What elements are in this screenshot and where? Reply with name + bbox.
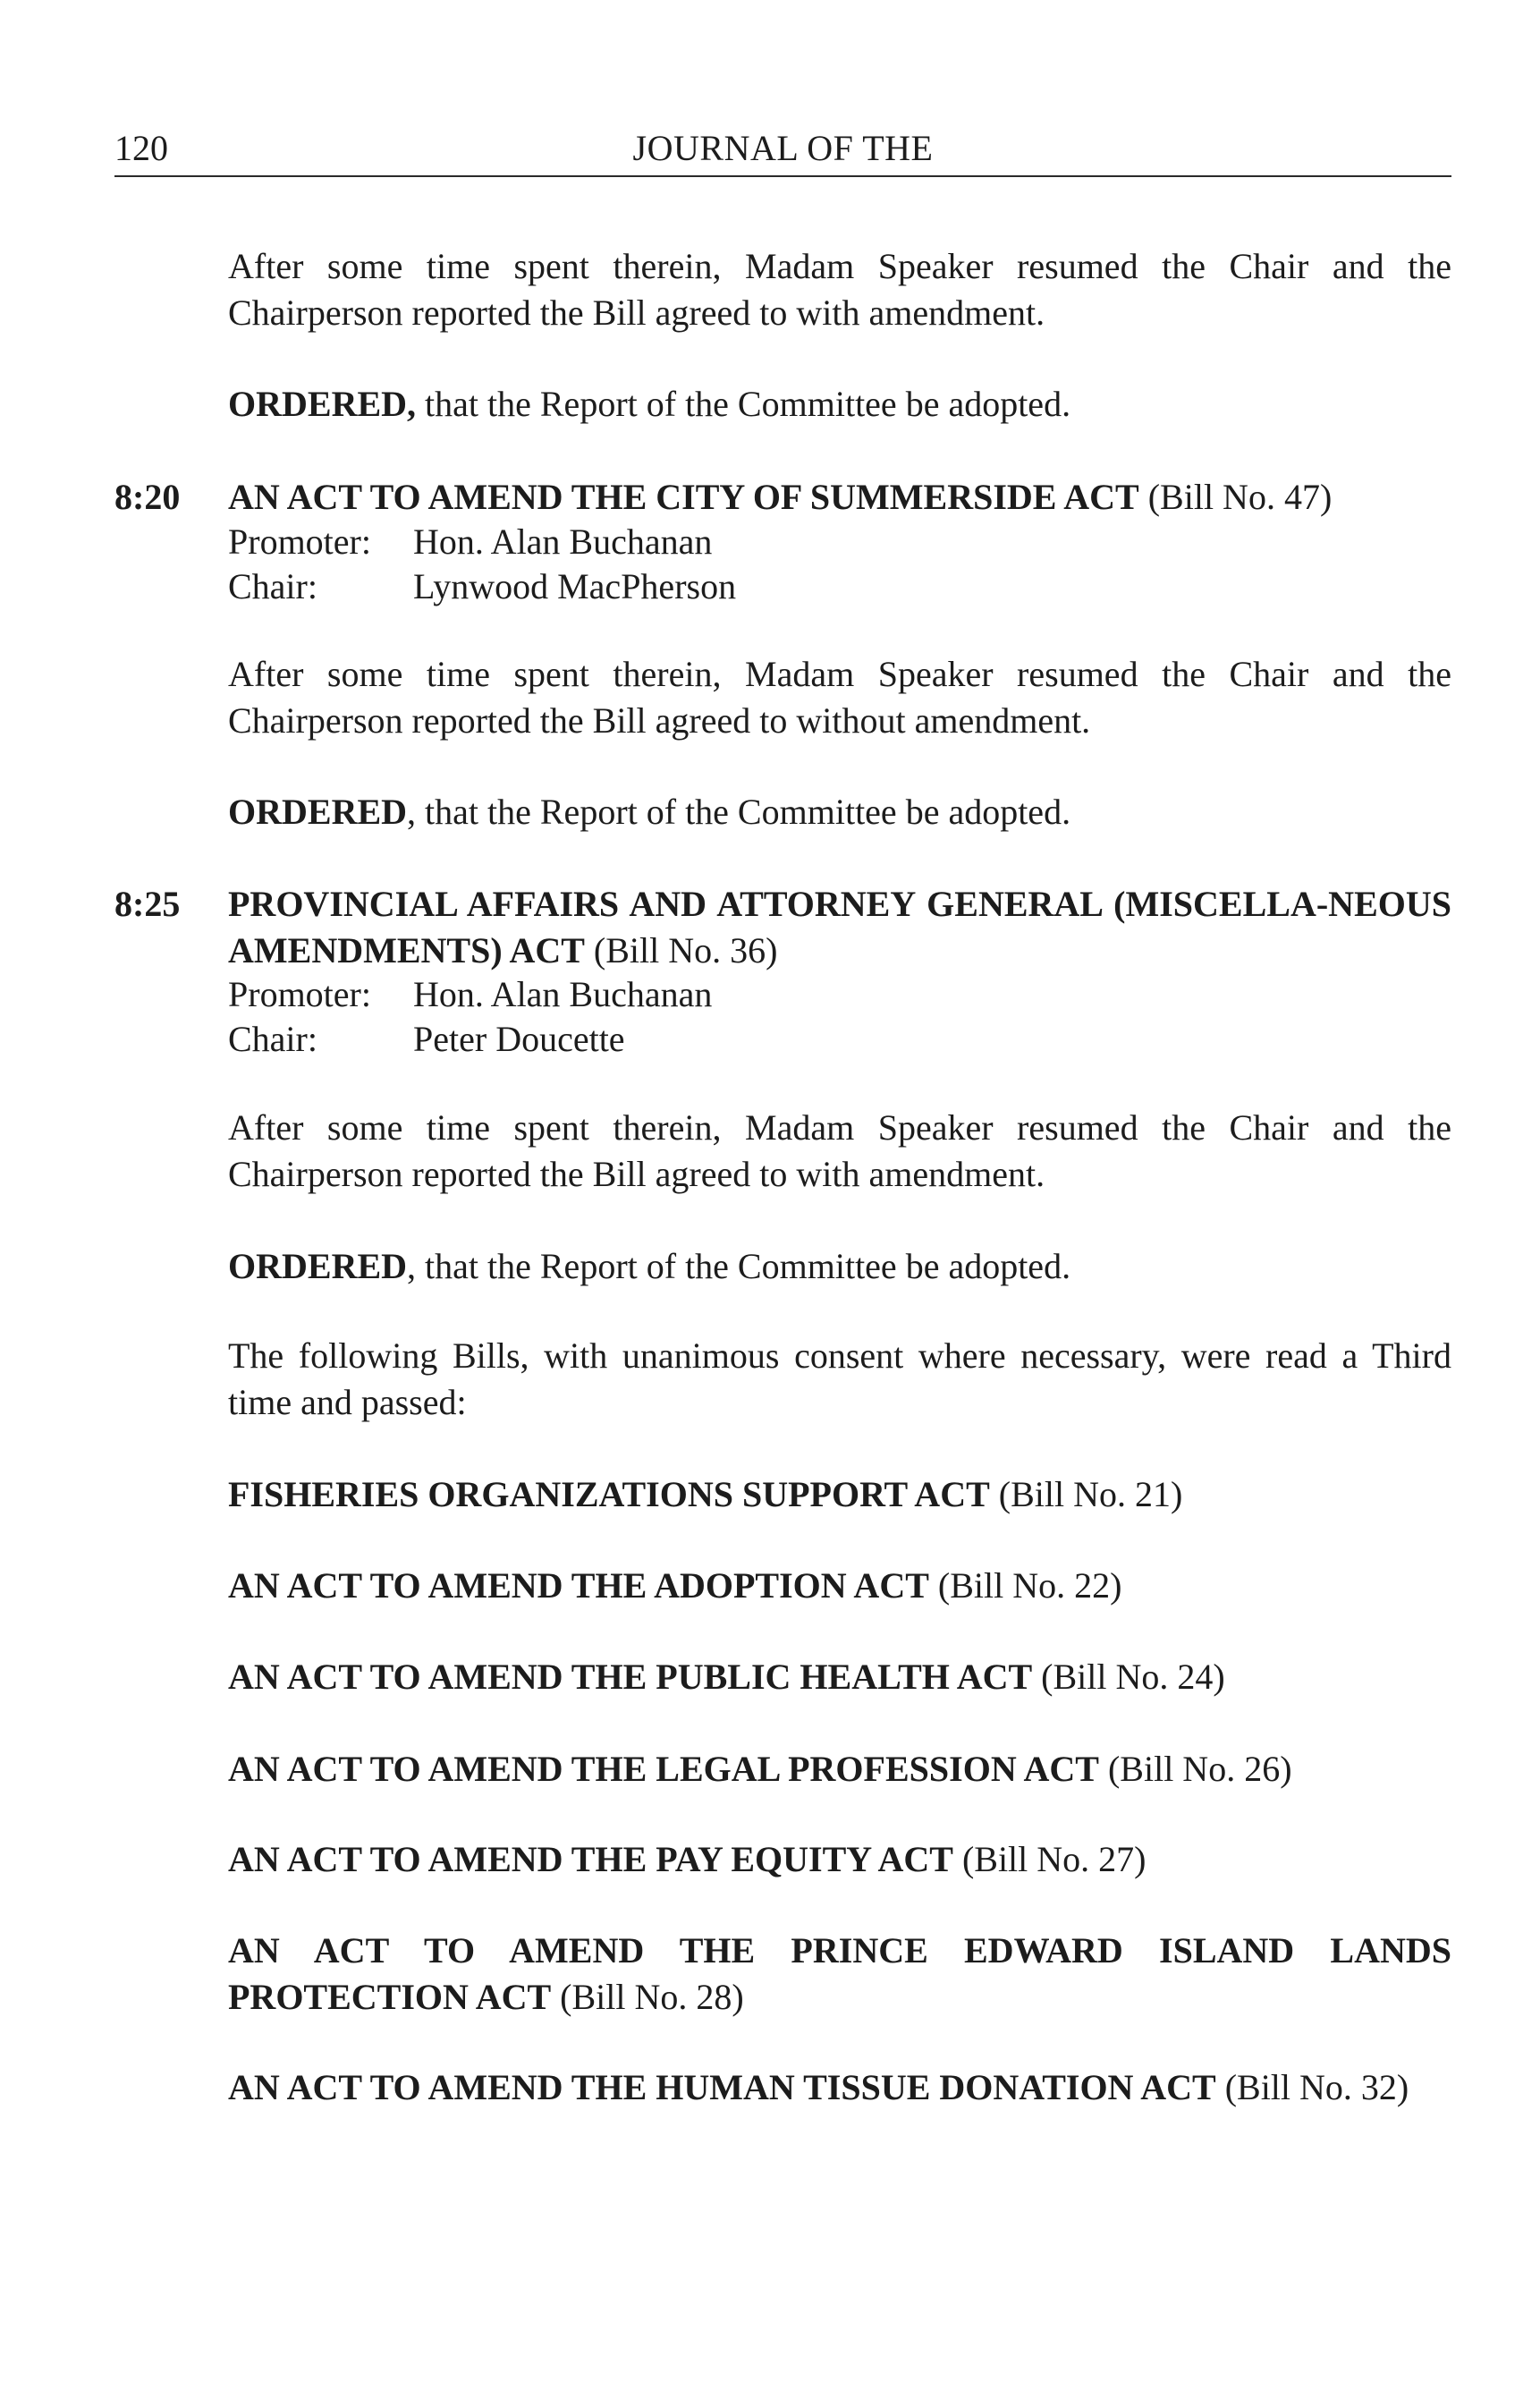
promoter-name: Hon. Alan Buchanan — [413, 521, 713, 562]
bill-title: AN ACT TO AMEND THE PUBLIC HEALTH ACT — [228, 1657, 1033, 1697]
bill-heading-47 — [228, 474, 1451, 521]
promoter-name: Hon. Alan Buchanan — [413, 974, 713, 1014]
bill-number: (Bill No. 47) — [1138, 477, 1333, 517]
page-number: 120 — [114, 128, 168, 168]
bill-number: (Bill No. 27) — [952, 1839, 1147, 1879]
bill-number: (Bill No. 36) — [584, 930, 778, 970]
ordered-3 — [228, 1243, 1451, 1290]
chair-label: Chair: — [228, 1019, 317, 1059]
promoter-row — [228, 971, 712, 1018]
ordered-label: ORDERED — [228, 792, 408, 832]
committee-report-3: After some time spent therein, Madam Speaker resumed the Chair and the Chairperson reported the Bill agreed to with amendment. — [228, 1107, 1451, 1194]
ordered-label: ORDERED — [228, 1246, 408, 1286]
bill-number: (Bill No. 21) — [989, 1474, 1183, 1514]
ordered-1 — [228, 381, 1451, 428]
ordered-text: , that the Report of the Committee be adopted. — [407, 792, 1071, 832]
chair-label: Chair: — [228, 566, 317, 606]
bill-item — [228, 1928, 1451, 2021]
ordered-text: , that the Report of the Committee be adopted. — [407, 1246, 1071, 1286]
bill-title: FISHERIES ORGANIZATIONS SUPPORT ACT — [228, 1474, 990, 1514]
bill-item — [228, 1471, 1451, 1518]
ordered-label: ORDERED, — [228, 384, 417, 424]
bill-number: (Bill No. 24) — [1032, 1657, 1225, 1697]
journal-title: JOURNAL OF THE — [632, 128, 934, 168]
bill-item — [228, 1836, 1451, 1883]
time-stamp: 8:20 — [114, 477, 181, 517]
committee-report-1: After some time spent therein, Madam Speaker resumed the Chair and the Chairperson reported the Bill agreed to with amendment. — [228, 246, 1451, 333]
bill-item — [228, 1654, 1451, 1700]
bill-title: AN ACT TO AMEND THE CITY OF SUMMERSIDE ACT — [228, 477, 1139, 517]
bill-heading-36 — [228, 881, 1451, 974]
bill-item — [228, 1746, 1451, 1793]
bill-title: AN ACT TO AMEND THE PAY EQUITY ACT — [228, 1839, 953, 1879]
promoter-row — [228, 519, 712, 565]
bill-title: AN ACT TO AMEND THE HUMAN TISSUE DONATION ACT — [228, 2067, 1216, 2107]
bill-number: (Bill No. 22) — [928, 1565, 1122, 1606]
bill-title: AN ACT TO AMEND THE ADOPTION ACT — [228, 1565, 929, 1606]
chair-name: Lynwood MacPherson — [413, 566, 737, 606]
bill-item — [228, 1563, 1451, 1609]
bill-title: AN ACT TO AMEND THE PRINCE EDWARD ISLAND LANDS PROTECTION ACT — [228, 1930, 1451, 2017]
time-stamp: 8:25 — [114, 884, 181, 924]
chair-row — [228, 564, 736, 610]
bill-title: AN ACT TO AMEND THE LEGAL PROFESSION ACT — [228, 1749, 1099, 1789]
third-reading-intro: The following Bills, with unanimous consent where necessary, were read a Third time and passed: — [228, 1335, 1451, 1422]
promoter-label: Promoter: — [228, 521, 371, 562]
bill-number: (Bill No. 26) — [1098, 1749, 1292, 1789]
committee-report-2: After some time spent therein, Madam Speaker resumed the Chair and the Chairperson reported the Bill agreed to without amendment. — [228, 654, 1451, 741]
ordered-2 — [228, 789, 1451, 835]
bill-title: PROVINCIAL AFFAIRS AND ATTORNEY GENERAL (MISCELLA-NEOUS AMENDMENTS) ACT — [228, 884, 1451, 970]
bill-number: (Bill No. 28) — [551, 1977, 744, 2017]
bill-item — [228, 2064, 1451, 2111]
bill-number: (Bill No. 32) — [1215, 2067, 1409, 2107]
promoter-label: Promoter: — [228, 974, 371, 1014]
page-header — [114, 125, 1451, 177]
ordered-text: that the Report of the Committee be adopted. — [416, 384, 1071, 424]
chair-row — [228, 1016, 625, 1063]
chair-name: Peter Doucette — [413, 1019, 625, 1059]
